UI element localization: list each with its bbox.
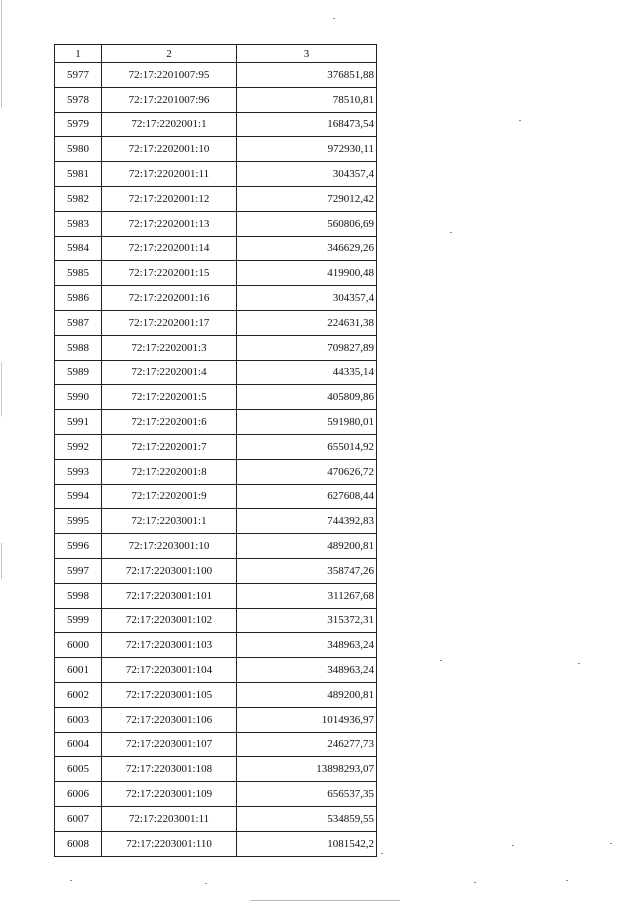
table-row bbox=[55, 459, 377, 484]
table-row bbox=[55, 385, 377, 410]
value-cell: 1081542,2 bbox=[237, 831, 377, 856]
table-row bbox=[55, 261, 377, 286]
cadastral-value-table bbox=[54, 44, 377, 857]
row-number-cell: 5995 bbox=[55, 509, 102, 534]
value-cell: 348963,24 bbox=[237, 633, 377, 658]
row-number-cell: 5987 bbox=[55, 310, 102, 335]
scan-edge-bottom bbox=[250, 900, 400, 901]
scan-speck bbox=[578, 663, 580, 664]
cadastral-number-cell: 72:17:2202001:9 bbox=[102, 484, 237, 509]
table-row bbox=[55, 732, 377, 757]
value-cell: 534859,55 bbox=[237, 806, 377, 831]
row-number-cell: 6003 bbox=[55, 707, 102, 732]
row-number-cell: 5997 bbox=[55, 558, 102, 583]
cadastral-number-cell: 72:17:2202001:13 bbox=[102, 211, 237, 236]
cadastral-number-cell: 72:17:2202001:6 bbox=[102, 410, 237, 435]
row-number-cell: 6001 bbox=[55, 658, 102, 683]
row-number-cell: 5977 bbox=[55, 63, 102, 88]
value-cell: 591980,01 bbox=[237, 410, 377, 435]
table-row bbox=[55, 682, 377, 707]
value-cell: 348963,24 bbox=[237, 658, 377, 683]
value-cell: 224631,38 bbox=[237, 310, 377, 335]
cadastral-number-cell: 72:17:2203001:11 bbox=[102, 806, 237, 831]
table-row bbox=[55, 509, 377, 534]
value-cell: 405809,86 bbox=[237, 385, 377, 410]
row-number-cell: 5992 bbox=[55, 434, 102, 459]
table-row bbox=[55, 310, 377, 335]
table-row bbox=[55, 806, 377, 831]
row-number-cell: 5984 bbox=[55, 236, 102, 261]
table-row bbox=[55, 335, 377, 360]
row-number-cell: 5990 bbox=[55, 385, 102, 410]
table-row bbox=[55, 558, 377, 583]
cadastral-number-cell: 72:17:2203001:105 bbox=[102, 682, 237, 707]
value-cell: 13898293,07 bbox=[237, 757, 377, 782]
table-row bbox=[55, 211, 377, 236]
value-cell: 709827,89 bbox=[237, 335, 377, 360]
scan-speck bbox=[519, 120, 521, 121]
cadastral-number-cell: 72:17:2202001:16 bbox=[102, 286, 237, 311]
scan-speck bbox=[610, 843, 612, 844]
scan-speck bbox=[70, 880, 72, 881]
row-number-cell: 6002 bbox=[55, 682, 102, 707]
row-number-cell: 5996 bbox=[55, 534, 102, 559]
table-row bbox=[55, 236, 377, 261]
value-cell: 304357,4 bbox=[237, 286, 377, 311]
scan-speck bbox=[450, 232, 452, 233]
table-header-row bbox=[55, 45, 377, 63]
value-cell: 246277,73 bbox=[237, 732, 377, 757]
cadastral-number-cell: 72:17:2203001:107 bbox=[102, 732, 237, 757]
cadastral-number-cell: 72:17:2202001:14 bbox=[102, 236, 237, 261]
cadastral-number-cell: 72:17:2202001:8 bbox=[102, 459, 237, 484]
table-row bbox=[55, 658, 377, 683]
cadastral-number-cell: 72:17:2203001:100 bbox=[102, 558, 237, 583]
value-cell: 972930,11 bbox=[237, 137, 377, 162]
value-cell: 304357,4 bbox=[237, 162, 377, 187]
row-number-cell: 6007 bbox=[55, 806, 102, 831]
table-row bbox=[55, 782, 377, 807]
cadastral-number-cell: 72:17:2202001:10 bbox=[102, 137, 237, 162]
row-number-cell: 5999 bbox=[55, 608, 102, 633]
row-number-cell: 6000 bbox=[55, 633, 102, 658]
cadastral-number-cell: 72:17:2203001:110 bbox=[102, 831, 237, 856]
value-cell: 311267,68 bbox=[237, 583, 377, 608]
table-row bbox=[55, 434, 377, 459]
column-header-1: 1 bbox=[55, 45, 102, 63]
scan-speck bbox=[440, 660, 442, 661]
row-number-cell: 5994 bbox=[55, 484, 102, 509]
table-row bbox=[55, 583, 377, 608]
value-cell: 376851,88 bbox=[237, 63, 377, 88]
table-row bbox=[55, 63, 377, 88]
value-cell: 655014,92 bbox=[237, 434, 377, 459]
value-cell: 489200,81 bbox=[237, 534, 377, 559]
cadastral-number-cell: 72:17:2201007:96 bbox=[102, 87, 237, 112]
row-number-cell: 5986 bbox=[55, 286, 102, 311]
table-row bbox=[55, 286, 377, 311]
cadastral-number-cell: 72:17:2203001:106 bbox=[102, 707, 237, 732]
cadastral-number-cell: 72:17:2202001:12 bbox=[102, 186, 237, 211]
scan-speck bbox=[512, 845, 514, 846]
value-cell: 78510,81 bbox=[237, 87, 377, 112]
scan-edge-left bbox=[1, 0, 2, 905]
cadastral-number-cell: 72:17:2202001:17 bbox=[102, 310, 237, 335]
table-body bbox=[55, 63, 377, 857]
cadastral-number-cell: 72:17:2203001:1 bbox=[102, 509, 237, 534]
table-row bbox=[55, 608, 377, 633]
value-cell: 346629,26 bbox=[237, 236, 377, 261]
cadastral-number-cell: 72:17:2203001:103 bbox=[102, 633, 237, 658]
column-header-2: 2 bbox=[102, 45, 237, 63]
table-row bbox=[55, 484, 377, 509]
table-row bbox=[55, 831, 377, 856]
scan-speck bbox=[333, 18, 335, 19]
table-row bbox=[55, 707, 377, 732]
value-cell: 168473,54 bbox=[237, 112, 377, 137]
cadastral-number-cell: 72:17:2202001:1 bbox=[102, 112, 237, 137]
row-number-cell: 5980 bbox=[55, 137, 102, 162]
table-row bbox=[55, 534, 377, 559]
table-row bbox=[55, 87, 377, 112]
column-header-3: 3 bbox=[237, 45, 377, 63]
value-cell: 419900,48 bbox=[237, 261, 377, 286]
row-number-cell: 5991 bbox=[55, 410, 102, 435]
row-number-cell: 5985 bbox=[55, 261, 102, 286]
cadastral-number-cell: 72:17:2202001:3 bbox=[102, 335, 237, 360]
cadastral-number-cell: 72:17:2202001:15 bbox=[102, 261, 237, 286]
cadastral-number-cell: 72:17:2203001:10 bbox=[102, 534, 237, 559]
cadastral-number-cell: 72:17:2202001:11 bbox=[102, 162, 237, 187]
value-cell: 358747,26 bbox=[237, 558, 377, 583]
value-cell: 44335,14 bbox=[237, 360, 377, 385]
table-row bbox=[55, 633, 377, 658]
row-number-cell: 6005 bbox=[55, 757, 102, 782]
table-row bbox=[55, 360, 377, 385]
value-cell: 560806,69 bbox=[237, 211, 377, 236]
scan-speck bbox=[566, 880, 568, 881]
cadastral-number-cell: 72:17:2203001:101 bbox=[102, 583, 237, 608]
cadastral-number-cell: 72:17:2203001:108 bbox=[102, 757, 237, 782]
table-row bbox=[55, 757, 377, 782]
row-number-cell: 5993 bbox=[55, 459, 102, 484]
value-cell: 656537,35 bbox=[237, 782, 377, 807]
scan-speck bbox=[381, 853, 383, 854]
row-number-cell: 6004 bbox=[55, 732, 102, 757]
table-row bbox=[55, 186, 377, 211]
cadastral-number-cell: 72:17:2203001:104 bbox=[102, 658, 237, 683]
row-number-cell: 5989 bbox=[55, 360, 102, 385]
row-number-cell: 5982 bbox=[55, 186, 102, 211]
table-row bbox=[55, 112, 377, 137]
cadastral-number-cell: 72:17:2202001:5 bbox=[102, 385, 237, 410]
cadastral-number-cell: 72:17:2203001:102 bbox=[102, 608, 237, 633]
value-cell: 489200,81 bbox=[237, 682, 377, 707]
value-cell: 744392,83 bbox=[237, 509, 377, 534]
table-row bbox=[55, 162, 377, 187]
scan-speck bbox=[474, 882, 476, 883]
row-number-cell: 5979 bbox=[55, 112, 102, 137]
value-cell: 729012,42 bbox=[237, 186, 377, 211]
row-number-cell: 5988 bbox=[55, 335, 102, 360]
cadastral-number-cell: 72:17:2202001:4 bbox=[102, 360, 237, 385]
cadastral-number-cell: 72:17:2201007:95 bbox=[102, 63, 237, 88]
scan-speck bbox=[205, 883, 207, 884]
table-row bbox=[55, 137, 377, 162]
value-cell: 470626,72 bbox=[237, 459, 377, 484]
value-cell: 315372,31 bbox=[237, 608, 377, 633]
row-number-cell: 5978 bbox=[55, 87, 102, 112]
row-number-cell: 5983 bbox=[55, 211, 102, 236]
table-row bbox=[55, 410, 377, 435]
row-number-cell: 5998 bbox=[55, 583, 102, 608]
row-number-cell: 6006 bbox=[55, 782, 102, 807]
row-number-cell: 6008 bbox=[55, 831, 102, 856]
value-cell: 1014936,97 bbox=[237, 707, 377, 732]
value-cell: 627608,44 bbox=[237, 484, 377, 509]
row-number-cell: 5981 bbox=[55, 162, 102, 187]
cadastral-number-cell: 72:17:2203001:109 bbox=[102, 782, 237, 807]
cadastral-number-cell: 72:17:2202001:7 bbox=[102, 434, 237, 459]
